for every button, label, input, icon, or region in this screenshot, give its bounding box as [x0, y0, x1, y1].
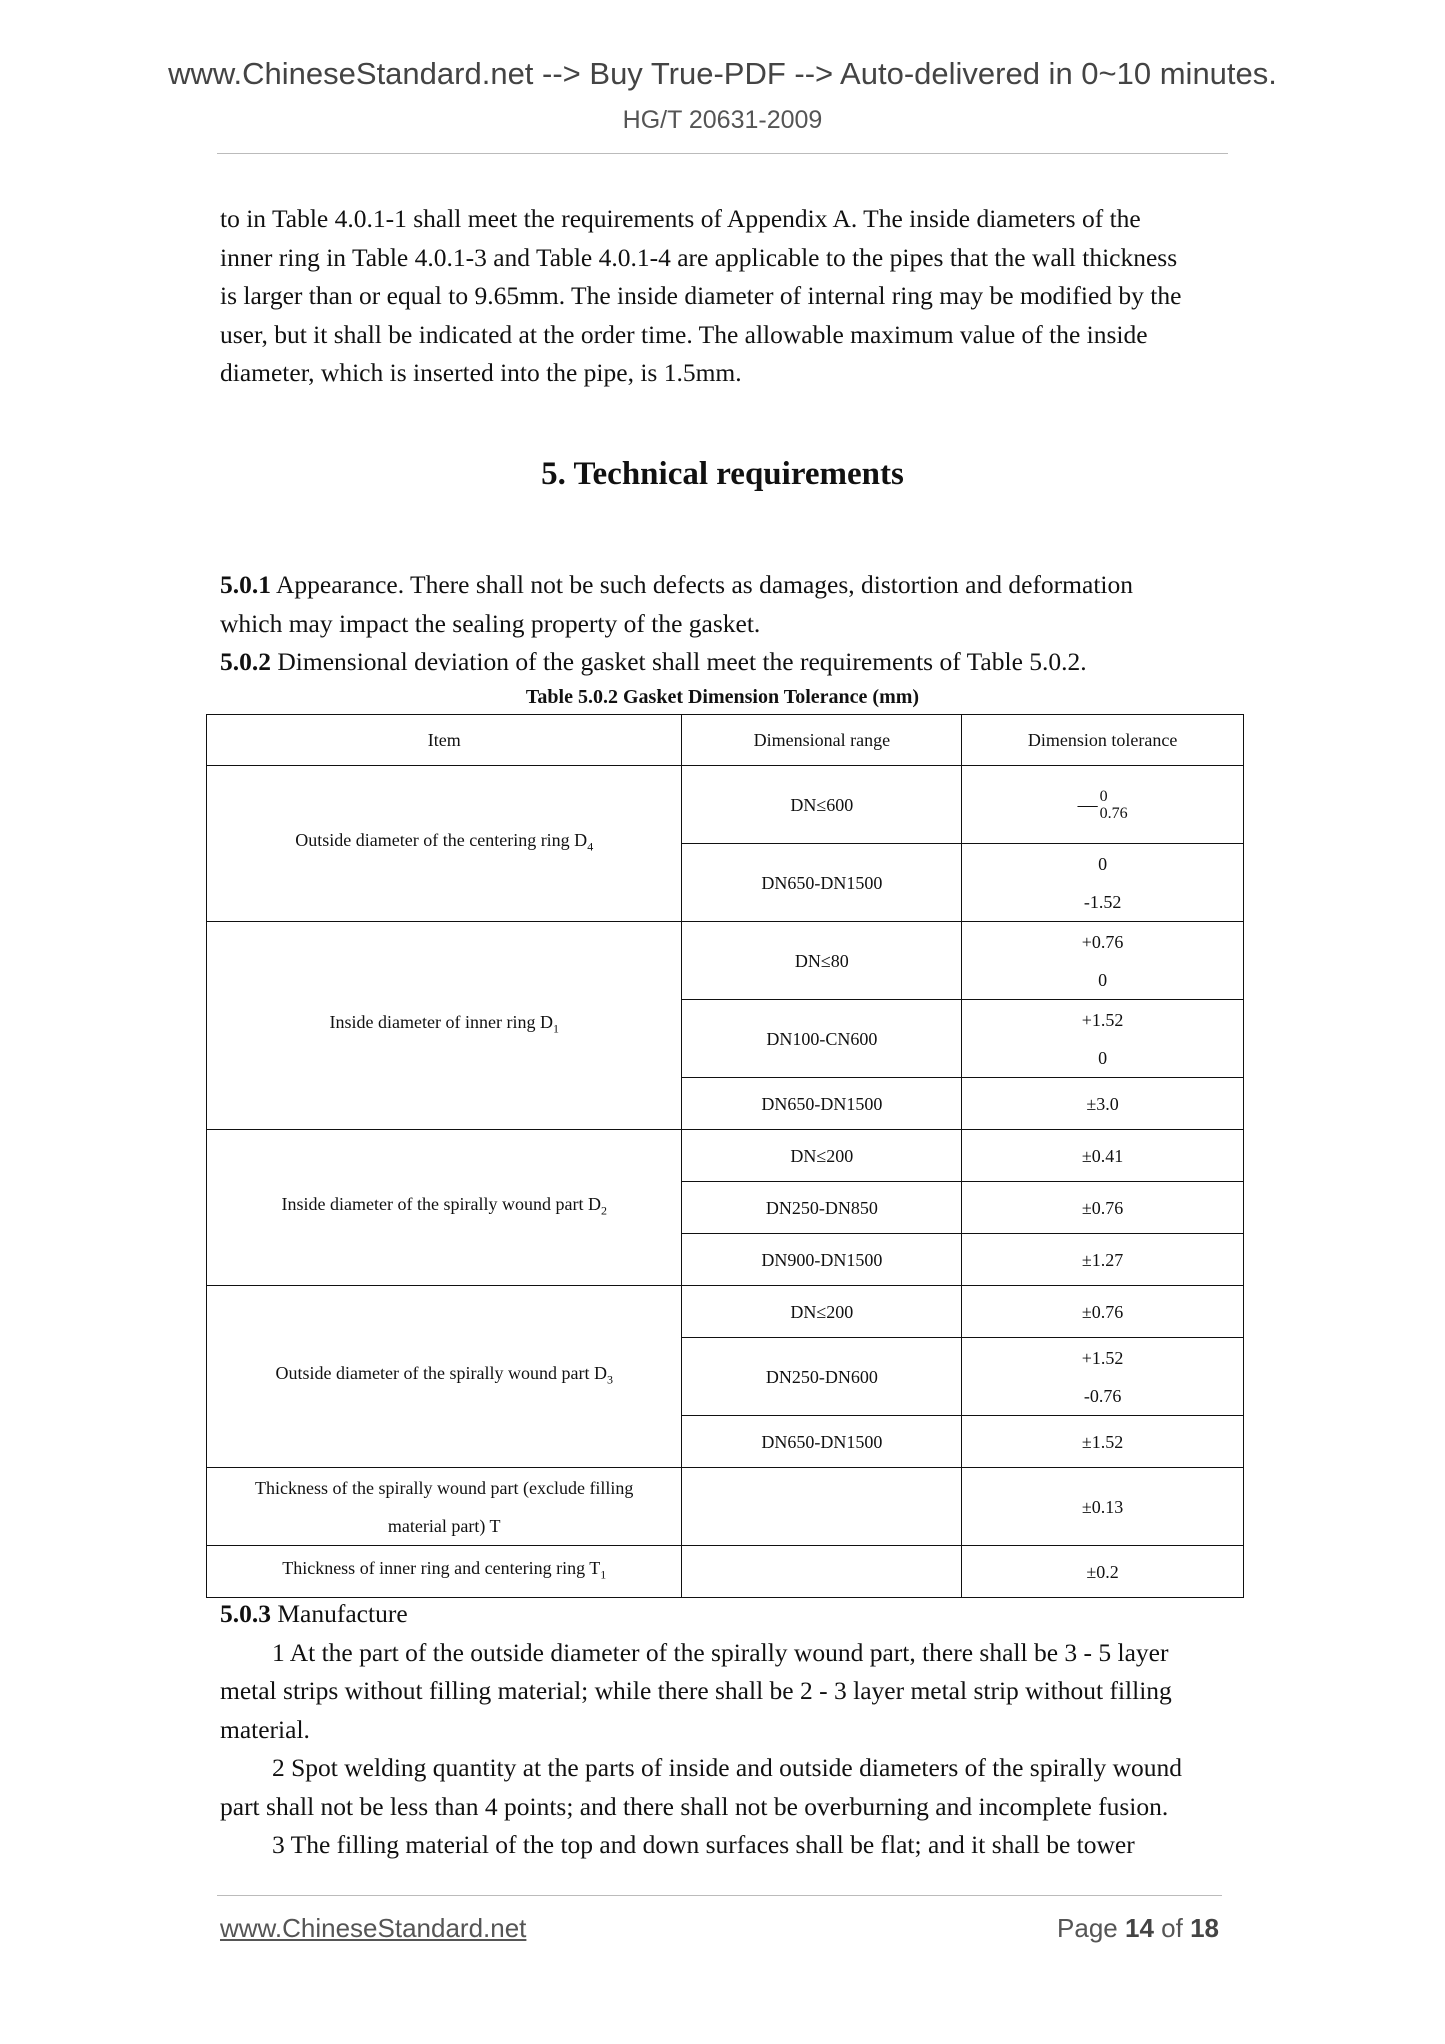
- range-cell: DN≤600: [682, 766, 962, 844]
- range-cell: DN900-DN1500: [682, 1234, 962, 1286]
- clause-503-heading: [220, 1595, 1230, 1634]
- table-row: [207, 1286, 1244, 1338]
- item-text: material part) T: [387, 1515, 501, 1536]
- clause-503: [220, 1595, 1230, 1865]
- range-cell: DN≤200: [682, 1130, 962, 1182]
- footer-site-link[interactable]: www.ChineseStandard.net: [220, 1913, 527, 1943]
- tolerance-lower: 0.76: [1099, 805, 1128, 823]
- tolerance-cell: [962, 1338, 1244, 1416]
- item-text: Inside diameter of inner ring D: [329, 1012, 553, 1033]
- item-cell: [207, 1546, 682, 1598]
- clause-503-line: metal strips without filling material; while there shall be 2 - 3 layer metal strip without filling: [220, 1676, 1172, 1705]
- tolerance-lower: 0: [1098, 1047, 1108, 1068]
- range-cell: DN100-CN600: [682, 1000, 962, 1078]
- tolerance-upper: 0: [1098, 853, 1108, 874]
- tolerance-lower: -1.52: [1083, 891, 1122, 912]
- range-cell: [682, 1546, 962, 1598]
- clause-501-line: [220, 566, 1230, 605]
- table-row: [207, 766, 1244, 844]
- table-row: [207, 1130, 1244, 1182]
- clause-title: Manufacture: [271, 1599, 408, 1628]
- tolerance-table: [206, 714, 1244, 1598]
- clause-503-line: 3 The filling material of the top and down surfaces shall be flat; and it shall be tower: [272, 1830, 1135, 1859]
- header-range: Dimensional range: [682, 715, 962, 766]
- item-text: Thickness of the spirally wound part (exclude filling: [255, 1477, 634, 1498]
- tolerance-lower: 0: [1098, 969, 1108, 990]
- item-cell: [207, 1286, 682, 1468]
- tolerance-cell: ±1.52: [962, 1416, 1244, 1468]
- range-cell: DN250-DN600: [682, 1338, 962, 1416]
- item-text: Inside diameter of the spirally wound part D: [281, 1194, 601, 1215]
- clause-number: 5.0.3: [220, 1599, 271, 1628]
- minus-sign: —: [1077, 794, 1098, 817]
- table-row: [207, 1546, 1244, 1598]
- intro-line: is larger than or equal to 9.65mm. The inside diameter of internal ring may be modified by the: [220, 281, 1182, 310]
- table-caption: Table 5.0.2 Gasket Dimension Tolerance (mm): [525, 686, 920, 708]
- intro-paragraph: [220, 200, 1230, 393]
- item-cell: [207, 766, 682, 922]
- header-tolerance: Dimension tolerance: [962, 715, 1244, 766]
- intro-line: inner ring in Table 4.0.1-3 and Table 4.0.1-4 are applicable to the pipes that the wall thickness: [220, 242, 1178, 272]
- clause-501-line: which may impact the sealing property of the gasket.: [220, 608, 761, 638]
- range-cell: DN≤200: [682, 1286, 962, 1338]
- header-item: Item: [207, 715, 682, 766]
- tolerance-cell: ±0.2: [962, 1546, 1244, 1598]
- intro-line: to in Table 4.0.1-1 shall meet the requirements of Appendix A. The inside diameters of the: [220, 204, 1141, 233]
- range-cell: [682, 1468, 962, 1546]
- clause-503-line: 2 Spot welding quantity at the parts of inside and outside diameters of the spirally wound: [272, 1753, 1183, 1782]
- tolerance-cell: ±0.13: [962, 1468, 1244, 1546]
- tolerance-fraction: [1100, 788, 1128, 822]
- clause-number: 5.0.2: [220, 647, 271, 676]
- tolerance-cell: ±0.76: [962, 1286, 1244, 1338]
- clause-503-line: 1 At the part of the outside diameter of the spirally wound part, there shall be 3 - 5 layer: [272, 1637, 1169, 1667]
- item-cell: [207, 1468, 682, 1546]
- page-label: Page: [1057, 1913, 1118, 1943]
- range-cell: DN650-DN1500: [682, 1416, 962, 1468]
- tolerance-upper: +1.52: [1081, 1009, 1124, 1030]
- range-cell: DN650-DN1500: [682, 844, 962, 922]
- item-subscript: 4: [587, 839, 594, 854]
- tolerance-cell: ±0.41: [962, 1130, 1244, 1182]
- tolerance-upper: +1.52: [1081, 1347, 1124, 1368]
- item-cell: [207, 1130, 682, 1286]
- clause-501-502: [220, 566, 1230, 682]
- intro-line: diameter, which is inserted into the pipe, is 1.5mm.: [220, 358, 742, 387]
- range-cell: DN650-DN1500: [682, 1078, 962, 1130]
- item-subscript: 1: [552, 1021, 559, 1036]
- intro-line: user, but it shall be indicated at the order time. The allowable maximum value of the inside: [220, 319, 1148, 349]
- tolerance-cell: [962, 922, 1244, 1000]
- range-cell: DN≤80: [682, 922, 962, 1000]
- range-cell: DN250-DN850: [682, 1182, 962, 1234]
- item-cell: [207, 922, 682, 1130]
- clause-503-line: part shall not be less than 4 points; and there shall not be overburning and incomplete fusion.: [220, 1791, 1169, 1821]
- item-text: Outside diameter of the centering ring D: [295, 830, 588, 851]
- tolerance-cell: ±0.76: [962, 1182, 1244, 1234]
- tolerance-upper: +0.76: [1081, 931, 1124, 952]
- page-number: [1057, 1913, 1219, 1944]
- tolerance-lower: -0.76: [1083, 1385, 1122, 1406]
- tolerance-cell: [962, 766, 1244, 844]
- tolerance-cell: [962, 844, 1244, 922]
- header-divider: [217, 153, 1228, 154]
- total-pages: 18: [1190, 1913, 1219, 1943]
- item-subscript: 1: [600, 1567, 607, 1582]
- table-row: [207, 1468, 1244, 1546]
- item-text: Thickness of inner ring and centering ring T: [282, 1558, 601, 1579]
- table-header-row: [207, 715, 1244, 766]
- clause-502-line: [220, 643, 1230, 682]
- table-row: [207, 922, 1244, 1000]
- clause-text: Dimensional deviation of the gasket shall meet the requirements of Table 5.0.2.: [271, 647, 1087, 676]
- footer-divider: [217, 1895, 1222, 1896]
- tolerance-cell: [962, 1000, 1244, 1078]
- standard-code: HG/T 20631-2009: [622, 106, 823, 134]
- clause-text: Appearance. There shall not be such defects as damages, distortion and deformation: [271, 570, 1133, 599]
- item-subscript: 3: [606, 1372, 613, 1387]
- item-subscript: 2: [600, 1203, 607, 1218]
- tolerance-upper: 0: [1099, 788, 1108, 806]
- tolerance-cell: ±3.0: [962, 1078, 1244, 1130]
- tolerance-cell: ±1.27: [962, 1234, 1244, 1286]
- of-label: of: [1161, 1913, 1183, 1943]
- section-title: 5. Technical requirements: [541, 456, 904, 492]
- header-banner: www.ChineseStandard.net --> Buy True-PDF --> Auto-delivered in 0~10 minutes.: [168, 56, 1277, 91]
- clause-number: 5.0.1: [220, 570, 271, 599]
- clause-503-line: material.: [220, 1714, 310, 1744]
- current-page: 14: [1125, 1913, 1154, 1943]
- item-text: Outside diameter of the spirally wound part D: [275, 1363, 607, 1384]
